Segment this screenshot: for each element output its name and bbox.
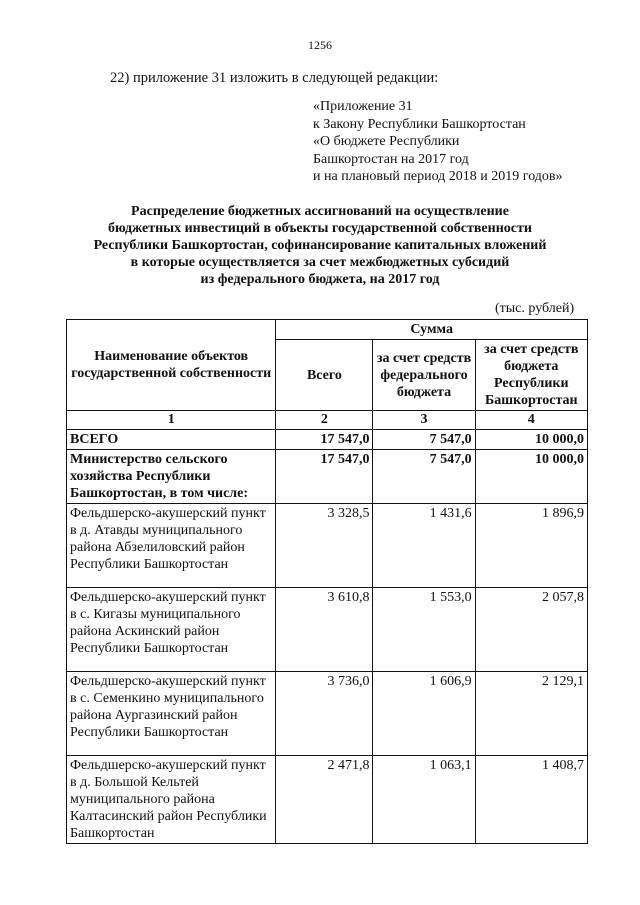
row-federal: 7 547,0	[373, 430, 475, 450]
appendix-line: Башкортостан на 2017 год	[313, 151, 469, 167]
table-row	[67, 450, 588, 504]
table-row	[67, 756, 588, 844]
header-federal: за счет средств федерального бюджета	[373, 340, 475, 411]
column-number: 3	[373, 411, 475, 430]
column-number: 2	[276, 411, 373, 430]
title-line: бюджетных инвестиций в объекты государственной собственности	[108, 221, 532, 236]
column-number: 1	[67, 411, 276, 430]
appendix-line: и на плановый период 2018 и 2019 годов»	[313, 169, 563, 184]
budget-table	[66, 319, 588, 844]
title-line: Распределение бюджетных ассигнований на осуществление	[131, 204, 509, 219]
title-line: в которые осуществляется за счет межбюджетных субсидий	[130, 255, 510, 270]
row-republic: 10 000,0	[475, 450, 587, 504]
table-row	[67, 430, 588, 450]
row-total: 3 610,8	[276, 588, 373, 672]
row-republic: 2 057,8	[475, 588, 587, 672]
row-total: 17 547,0	[276, 450, 373, 504]
row-total: 3 328,5	[276, 504, 373, 588]
column-number: 4	[475, 411, 587, 430]
row-total: 2 471,8	[276, 756, 373, 844]
row-federal: 7 547,0	[373, 450, 475, 504]
title-line: Республики Башкортостан, софинансирование капитальных вложений	[93, 238, 547, 253]
appendix-line: «Приложение 31	[313, 99, 413, 114]
row-name: Фельдшерско-акушерский пункт в д. Большой Кельтей муниципального района Калтасинский район Республики Башкортостан	[67, 756, 276, 844]
table-row	[67, 504, 588, 588]
table-row	[67, 588, 588, 672]
header-total: Всего	[276, 340, 373, 411]
row-name: Фельдшерско-акушерский пункт в д. Атавды муниципального района Абзелиловский район Республики Башкортостан	[67, 504, 276, 588]
units-label: (тыс. рублей)	[495, 301, 575, 316]
title-line: из федерального бюджета, на 2017 год	[200, 272, 440, 287]
row-federal: 1 606,9	[373, 672, 475, 756]
row-total: 17 547,0	[276, 430, 373, 450]
row-name: Министерство сельского хозяйства Республики Башкортостан, в том числе:	[67, 450, 276, 504]
table-row	[67, 672, 588, 756]
header-republic: за счет средств бюджета Республики Башкортостан	[475, 340, 587, 411]
row-federal: 1 431,6	[373, 504, 475, 588]
row-republic: 1 408,7	[475, 756, 587, 844]
row-name: Фельдшерско-акушерский пункт в с. Кигазы муниципального района Аскинский район Республики Башкортостан	[67, 588, 276, 672]
row-federal: 1 553,0	[373, 588, 475, 672]
appendix-heading	[313, 98, 563, 186]
appendix-line: «О бюджете Республики	[313, 134, 460, 149]
row-federal: 1 063,1	[373, 756, 475, 844]
row-name: ВСЕГО	[67, 430, 276, 450]
amendment-intro: 22) приложение 31 изложить в следующей редакции:	[110, 70, 439, 86]
header-object-name: Наименование объектов государственной собственности	[67, 320, 276, 411]
page-number: 1256	[308, 38, 332, 52]
document-title	[0, 203, 640, 288]
header-sum: Сумма	[276, 320, 588, 340]
row-republic: 2 129,1	[475, 672, 587, 756]
appendix-line: к Закону Республики Башкортостан	[313, 116, 526, 132]
row-republic: 10 000,0	[475, 430, 587, 450]
row-republic: 1 896,9	[475, 504, 587, 588]
row-name: Фельдшерско-акушерский пункт в с. Семенкино муниципального района Аургазинский район Республики Башкортостан	[67, 672, 276, 756]
row-total: 3 736,0	[276, 672, 373, 756]
